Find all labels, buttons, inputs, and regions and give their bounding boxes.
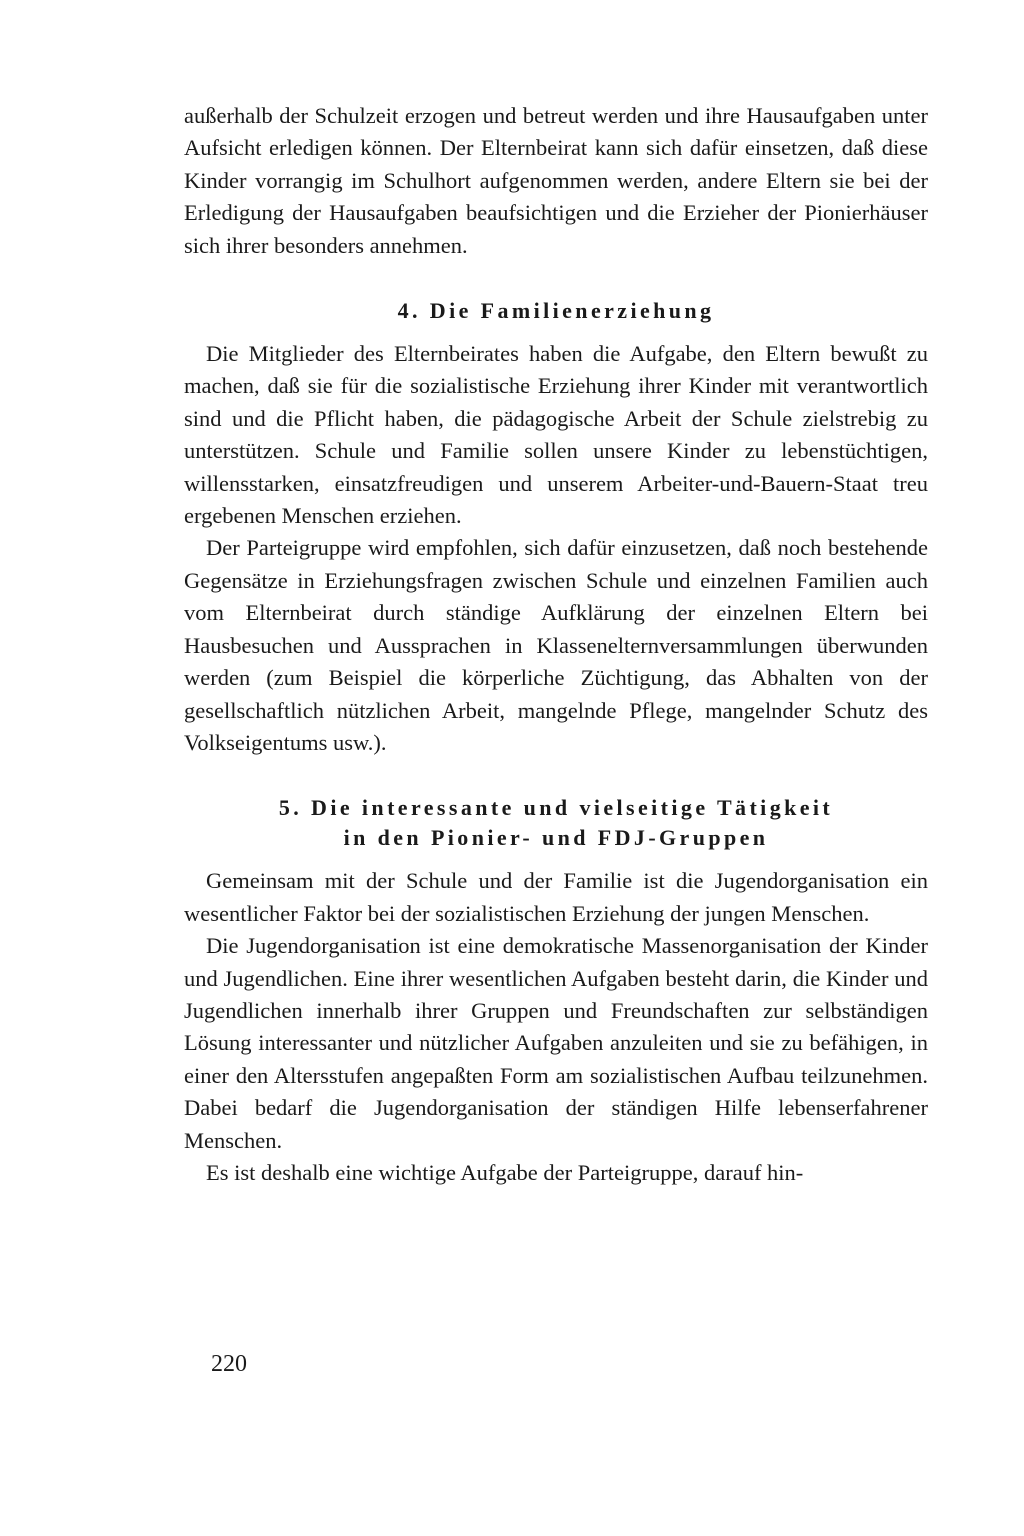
section-5-paragraph-2: Die Jugendorganisation ist eine demokratische Massenorganisation der Kinder und Jugendlichen. Eine ihrer wesentlichen Aufgaben besteht darin, die Kinder und Jugendlichen innerhalb ihrer Gruppen und Freundschaften zur selbständigen Lösung interessanter und nützlicher Aufgaben anzuleiten und sie zu befähigen, in einer den Altersstufen angepaßten Form am sozialistischen Aufbau teilzunehmen. Dabei bedarf die Jugendorganisation der ständigen Hilfe lebenserfahrener Menschen. [184, 933, 928, 1153]
section-5-paragraph-1: Gemeinsam mit der Schule und der Familie ist die Jugendorganisation ein wesentlicher Faktor bei der sozialistischen Erziehung der jungen Menschen. [184, 868, 928, 926]
spacer [184, 853, 928, 865]
section-5-heading-line-2: in den Pionier- und FDJ-Gruppen [343, 825, 769, 851]
spacer [184, 759, 928, 793]
section-4-paragraph-1: Die Mitglieder des Elternbeirates haben die Aufgabe, den Eltern bewußt zu machen, daß sie für die sozialistische Erziehung ihrer Kinder mit verantwortlich sind und die Pflicht haben, die pädagogische Arbeit der Schule zielstrebig zu unterstützen. Schule und Familie sollen unsere Kinder zu lebenstüchtigen, willensstarken, einsatzfreudigen und unserem Arbeiter-und-Bauern-Staat treu ergebenen Menschen erziehen. [184, 341, 928, 529]
section-5-heading [184, 793, 928, 853]
section-4-paragraph-2: Der Parteigruppe wird empfohlen, sich dafür einzusetzen, daß noch bestehende Gegensätze in Erziehungsfragen zwischen Schule und einzelnen Familien auch vom Elternbeirat durch ständige Aufklärung der einzelnen Eltern bei Hausbesuchen und Aussprachen in Klassenelternversammlungen überwunden werden (zum Beispiel die körperliche Züchtigung, das Abhalten von der gesellschaftlich nützlichen Arbeit, mangelnde Pflege, mangelnder Schutz des Volkseigentums usw.). [184, 535, 928, 755]
page-body [184, 100, 928, 1189]
section-4-heading: 4. Die Familienerziehung [397, 298, 715, 324]
paragraph-intro: außerhalb der Schulzeit erzogen und betreut werden und ihre Hausaufgaben unter Aufsicht erledigen können. Der Elternbeirat kann sich dafür einsetzen, daß diese Kinder vorrangig im Schulhort aufgenommen werden, andere Eltern sie bei der Erledigung der Hausaufgaben beaufsichtigen und die Erzieher der Pionierhäuser sich ihrer besonders annehmen. [184, 103, 928, 258]
spacer [184, 326, 928, 338]
spacer [184, 262, 928, 296]
section-5-heading-line-1: 5. Die interessante und vielseitige Tätigkeit [278, 795, 834, 821]
page-number: 220 [211, 1351, 247, 1377]
section-5-paragraph-3: Es ist deshalb eine wichtige Aufgabe der Parteigruppe, darauf hin- [206, 1159, 804, 1185]
